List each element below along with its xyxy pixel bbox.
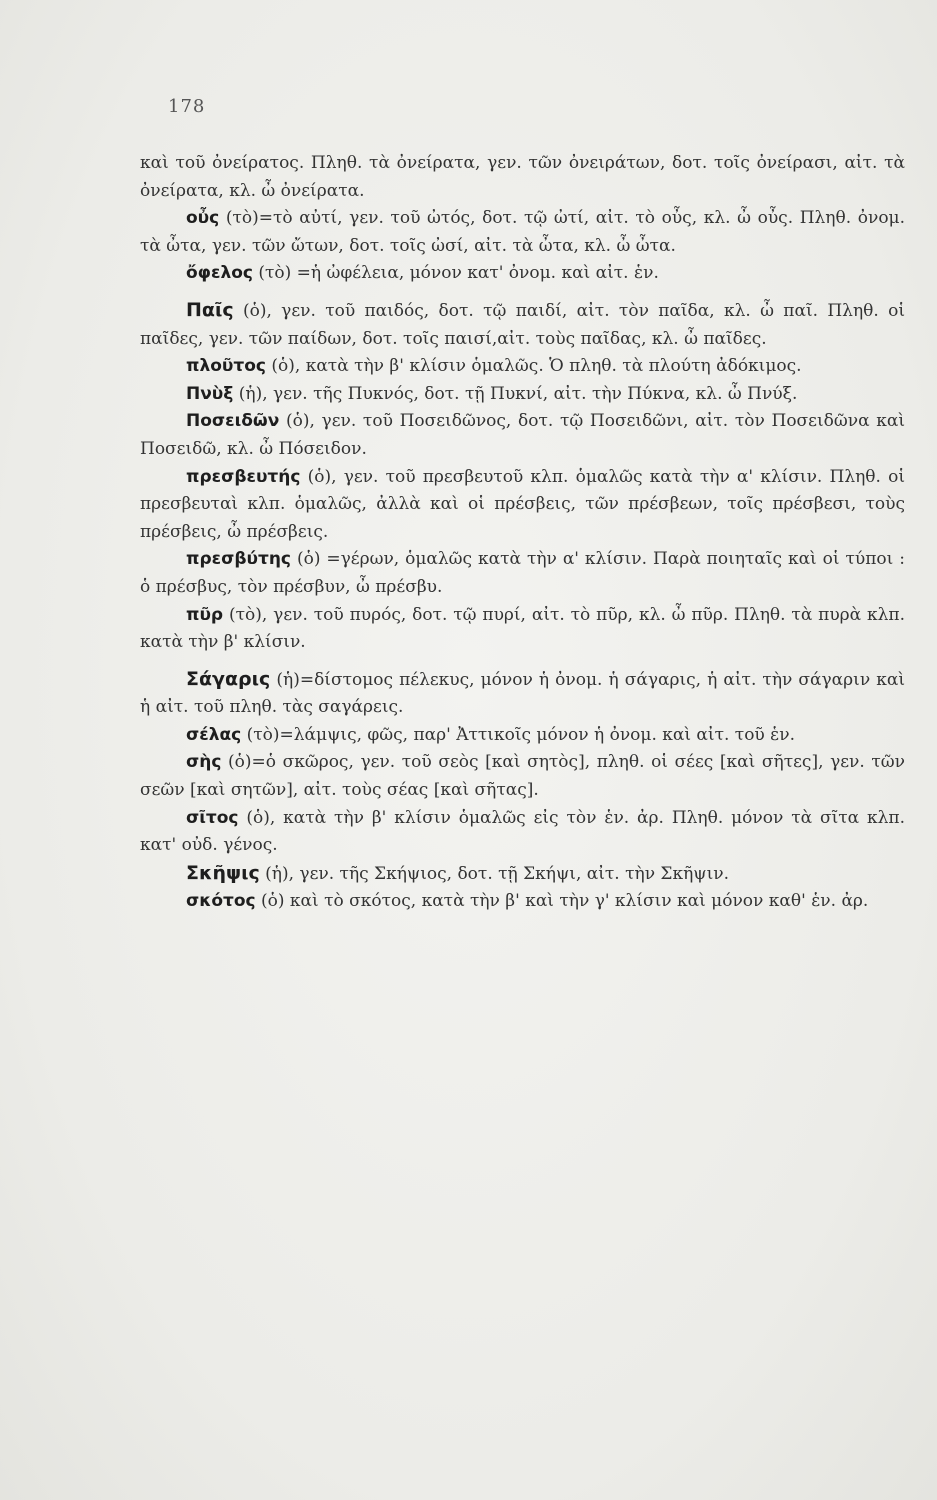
entry-sitos xyxy=(140,805,905,860)
entry-headword: Σκῆψις xyxy=(186,861,260,884)
entry-headword: σέλας xyxy=(186,724,242,745)
entry-sagaris xyxy=(140,666,905,722)
entry-text: (ἡ), γεν. τῆς Σκήψιος, δοτ. τῇ Σκήψι, αἰτ. τὴν Σκῆψιν. xyxy=(259,863,730,884)
entry-selas xyxy=(140,722,905,750)
entry-text: (τὸ)=λάμψις, φῶς, παρ' Ἀττικοῖς μόνον ἡ ὀνομ. καὶ αἰτ. τοῦ ἑν. xyxy=(241,724,796,745)
entry-headword: Σάγαρις xyxy=(186,667,271,690)
entry-text: (ὁ) =γέρων, ὁμαλῶς κατὰ τὴν α' κλίσιν. Παρὰ ποιηταῖς καὶ οἱ τύποι : ὁ πρέσβυς, τὸν πρέσβυν, ὦ πρέσβυ. xyxy=(140,549,905,597)
entry-headword: Παῖς xyxy=(186,298,234,321)
entry-presbytes xyxy=(140,546,905,601)
entry-text: (ἡ), γεν. τῆς Πυκνός, δοτ. τῇ Πυκνί, αἰτ. τὴν Πύκνα, κλ. ὦ Πνύξ. xyxy=(233,383,798,404)
entry-headword: πρεσβευτής xyxy=(186,466,301,487)
entry-text: (τὸ) =ἡ ὠφέλεια, μόνον κατ' ὀνομ. καὶ αἰτ. ἑν. xyxy=(252,263,659,284)
entry-headword: πλοῦτος xyxy=(186,356,266,377)
entry-text: (ἡ)=δίστομος πέλεκυς, μόνον ἡ ὀνομ. ἡ σάγαρις, ἡ αἰτ. τὴν σάγαριν καὶ ἡ αἰτ. τοῦ πληθ. τὰς σαγάρεις. xyxy=(140,669,905,718)
entry-headword: σὴς xyxy=(186,752,222,773)
entry-text: (ὁ), γεν. τοῦ παιδός, δοτ. τῷ παιδί, αἰτ. τὸν παῖδα, κλ. ὦ παῖ. Πληθ. οἱ παῖδες, γεν. τῶν παίδων, δοτ. τοῖς παισί,αἰτ. τοὺς παῖδας, κλ. ὦ παῖδες. xyxy=(140,300,905,349)
entry-pais xyxy=(140,297,905,353)
entry-continuation xyxy=(140,150,905,205)
entry-ophelos xyxy=(140,260,905,288)
entry-headword: πῦρ xyxy=(186,604,224,625)
page-number: 178 xyxy=(168,96,206,117)
entry-headword: Ποσειδῶν xyxy=(186,411,280,432)
entry-presbeutes xyxy=(140,464,905,547)
entry-pnyx xyxy=(140,381,905,409)
entry-ploutos xyxy=(140,353,905,381)
entry-skotos xyxy=(140,888,905,916)
entry-text: (ὁ), γεν. τοῦ πρεσβευτοῦ κλπ. ὁμαλῶς κατὰ τὴν α' κλίσιν. Πληθ. οἱ πρεσβευταὶ κλπ. ὁμαλῶς, ἀλλὰ καὶ οἱ πρέσβεις, τῶν πρέσβεων, τοῖς πρέσβεσι, τοὺς πρέσβεις, ὦ πρέσβεις. xyxy=(140,466,905,542)
entry-text: (ὁ)=ὁ σκῶρος, γεν. τοῦ σεὸς [καὶ σητὸς], πληθ. οἱ σέες [καὶ σῆτες], γεν. τῶν σεῶν [καὶ σητῶν], αἰτ. τοὺς σέας [καὶ σῆτας]. xyxy=(140,752,905,801)
entry-text: (ὁ), γεν. τοῦ Ποσειδῶνος, δοτ. τῷ Ποσειδῶνι, αἰτ. τὸν Ποσειδῶνα καὶ Ποσειδῶ, κλ. ὦ Πόσειδον. xyxy=(140,411,905,459)
entry-headword: ὄφελος xyxy=(186,263,253,284)
entry-ous xyxy=(140,205,905,260)
entry-headword: πρεσβύτης xyxy=(186,549,291,570)
entry-poseidon xyxy=(140,408,905,463)
entry-headword: σκότος xyxy=(186,891,256,912)
dictionary-body xyxy=(140,150,905,916)
entry-text: (τὸ)=τὸ αὐτί, γεν. τοῦ ὠτός, δοτ. τῷ ὠτί, αἰτ. τὸ οὖς, κλ. ὦ οὖς. Πληθ. ὀνομ. τὰ ὦτα, γεν. τῶν ὤτων, δοτ. τοῖς ὠσί, αἰτ. τὰ ὦτα, κλ. ὦ ὦτα. xyxy=(140,208,905,256)
entry-ses xyxy=(140,749,905,804)
entry-text: (τὸ), γεν. τοῦ πυρός, δοτ. τῷ πυρί, αἰτ. τὸ πῦρ, κλ. ὦ πῦρ. Πληθ. τὰ πυρὰ κλπ. κατὰ τὴν β' κλίσιν. xyxy=(140,604,905,653)
entry-pyr xyxy=(140,602,905,657)
entry-skepsis xyxy=(140,860,905,889)
entry-text: (ὁ), κατὰ τὴν β' κλίσιν ὁμαλῶς. Ὁ πληθ. τὰ πλούτη ἀδόκιμος. xyxy=(265,356,802,377)
entry-headword: σῖτος xyxy=(186,807,239,828)
entry-headword: Πνὺξ xyxy=(186,383,234,404)
entry-text: (ὁ) καὶ τὸ σκότος, κατὰ τὴν β' καὶ τὴν γ' κλίσιν καὶ μόνον καθ' ἑν. ἀρ. xyxy=(255,891,869,912)
entry-text: (ὁ), κατὰ τὴν β' κλίσιν ὁμαλῶς εἰς τὸν ἑν. ἀρ. Πληθ. μόνον τὰ σῖτα κλπ. κατ' οὐδ. γένος. xyxy=(140,807,905,856)
entry-text: καὶ τοῦ ὀνείρατος. Πληθ. τὰ ὀνείρατα, γεν. τῶν ὀνειράτων, δοτ. τοῖς ὀνείρασι, αἰτ. τὰ ὀνείρατα, κλ. ὦ ὀνείρατα. xyxy=(140,153,905,201)
entry-headword: οὖς xyxy=(186,208,220,229)
